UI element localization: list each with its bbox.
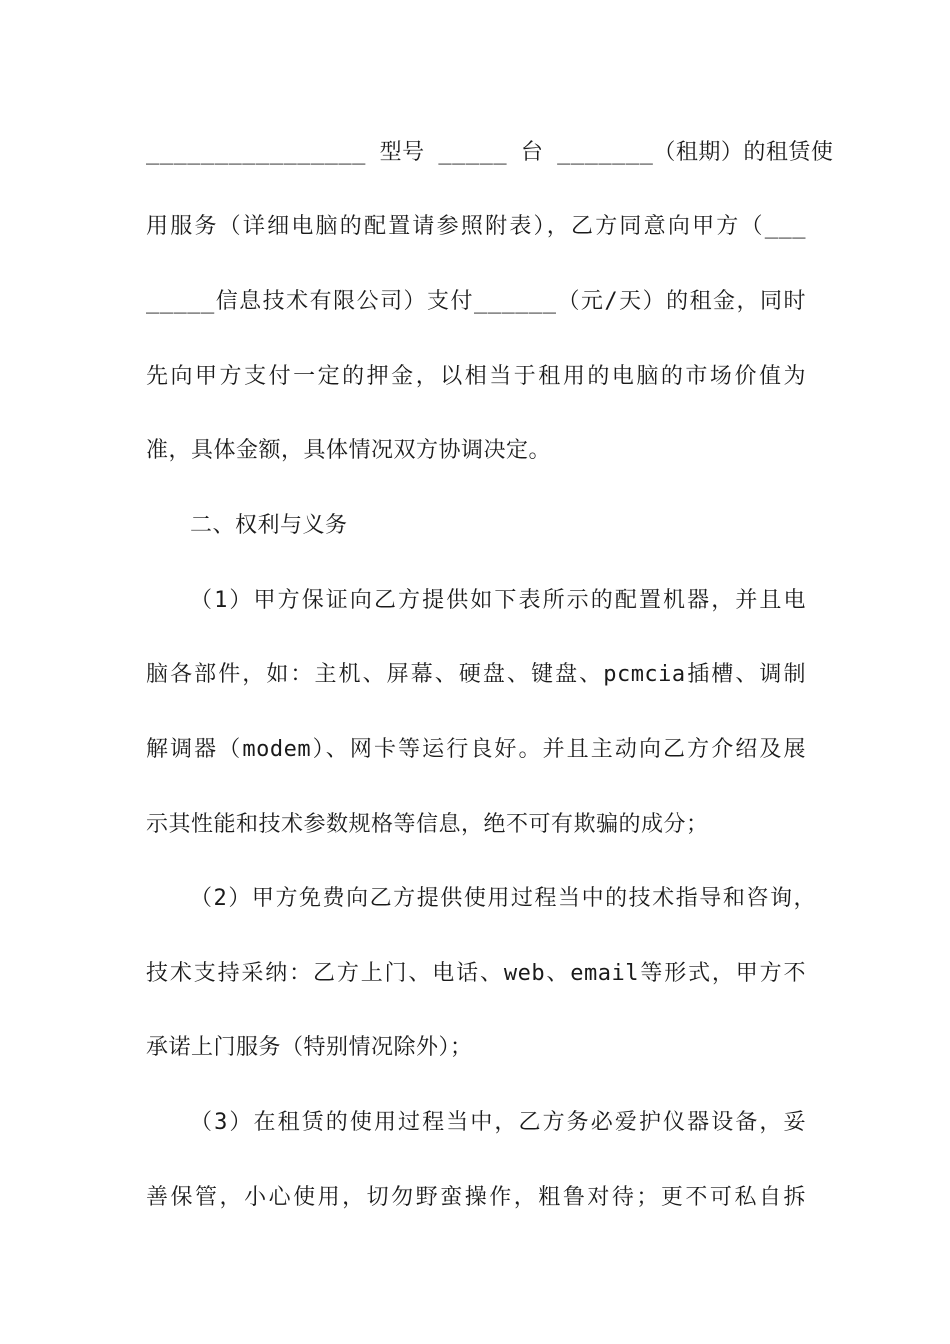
paragraph-line: 善保管，小心使用，切勿野蛮操作，粗鲁对待；更不可私自拆 <box>146 1185 806 1210</box>
paragraph-line: 用服务（详细电脑的配置请参照附表），乙方同意向甲方（___ <box>146 214 806 239</box>
paragraph-line: 承诺上门服务（特别情况除外）； <box>146 1035 473 1060</box>
paragraph-line: 脑各部件，如：主机、屏幕、硬盘、键盘、pcmcia插槽、调制 <box>146 662 806 687</box>
paragraph-line: （2）甲方免费向乙方提供使用过程当中的技术指导和咨询， <box>190 886 816 911</box>
paragraph-line: （1）甲方保证向乙方提供如下表所示的配置机器，并且电 <box>190 588 806 613</box>
paragraph-line: ________________ 型号 _____ 台 _______（租期）的租赁使 <box>146 140 834 165</box>
paragraph-line: （3）在租赁的使用过程当中，乙方务必爱护仪器设备，妥 <box>190 1110 806 1135</box>
section-heading: 二、权利与义务 <box>190 513 348 538</box>
paragraph-line: _____信息技术有限公司）支付______（元/天）的租金，同时 <box>146 289 806 314</box>
paragraph-line: 准，具体金额，具体情况双方协调决定。 <box>146 438 552 463</box>
paragraph-line: 技术支持采纳：乙方上门、电话、web、email等形式，甲方不 <box>146 961 806 986</box>
paragraph-line: 先向甲方支付一定的押金，以相当于租用的电脑的市场价值为 <box>146 364 806 389</box>
paragraph-line: 示其性能和技术参数规格等信息，绝不可有欺骗的成分； <box>146 812 709 837</box>
paragraph-line: 解调器（modem）、网卡等运行良好。并且主动向乙方介绍及展 <box>146 737 806 762</box>
